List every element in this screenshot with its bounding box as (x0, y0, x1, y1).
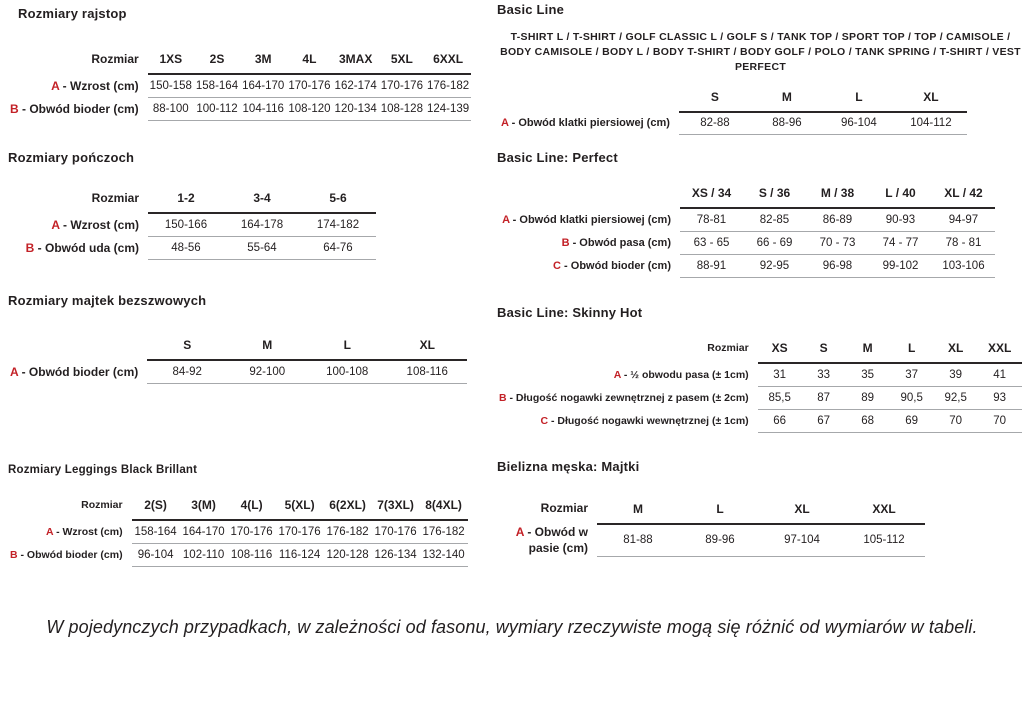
size-table (497, 184, 995, 278)
row-letter: B (499, 391, 507, 404)
row-label: B - Obwód pasa (cm) (561, 236, 671, 249)
column-header: M (846, 339, 890, 363)
section-title: Rozmiary rajstop (18, 6, 127, 21)
left-column (8, 0, 476, 600)
column-header: XXL (843, 500, 925, 524)
column-header: M / 38 (806, 184, 869, 208)
table-row (8, 97, 471, 120)
corner-label: Rozmiar (540, 501, 588, 516)
footnote: W pojedynczych przypadkach, w zależności od fasonu, wymiary rzeczywiste mogą się różnić od wymiarów w tabeli. (46, 617, 978, 637)
table-row (8, 360, 467, 383)
column-header: 6(2XL) (324, 496, 372, 520)
cell-value: 70 - 73 (806, 231, 869, 254)
cell-value: 120-128 (324, 543, 372, 566)
header-row (8, 336, 467, 360)
column-header: XL / 42 (932, 184, 995, 208)
size-table (497, 339, 1022, 433)
table-row (8, 520, 468, 543)
size-section-basic (497, 2, 1024, 135)
header-row (8, 189, 376, 213)
cell-value: 105-112 (843, 524, 925, 556)
cell-value: 116-124 (276, 543, 324, 566)
column-header: 1XS (148, 50, 194, 74)
section-title: Rozmiary pończoch (8, 150, 135, 165)
cell-value: 70 (978, 409, 1022, 432)
right-column (497, 0, 1024, 600)
corner-label (499, 88, 679, 112)
corner-label: Rozmiar (91, 51, 139, 66)
section-title: Rozmiary Leggings Black Brillant (8, 464, 198, 476)
table-row (497, 231, 995, 254)
size-table (8, 50, 471, 121)
cell-value: 37 (890, 363, 934, 386)
header-row (501, 500, 925, 524)
header-row (499, 88, 967, 112)
row-label: A - Obwód bioder (cm) (10, 364, 139, 379)
column-header: L (890, 339, 934, 363)
size-section-ponczoch (8, 150, 476, 260)
table-row (497, 386, 1022, 409)
row-label: A - Obwód klatki piersiowej (cm) (501, 117, 670, 130)
cell-value: 108-116 (387, 360, 467, 383)
cell-value: 170-176 (372, 520, 420, 543)
row-label: B - Obwód uda (cm) (25, 240, 139, 255)
row-letter: B (10, 101, 19, 116)
column-header: 5(XL) (276, 496, 324, 520)
column-header: XL (387, 336, 467, 360)
row-label: C - Długość nogawki wewnętrznej (± 1cm) (540, 414, 749, 427)
table-row (8, 74, 471, 97)
cell-value: 66 (758, 409, 802, 432)
cell-value: 69 (890, 409, 934, 432)
cell-value: 84-92 (147, 360, 227, 383)
cell-value: 103-106 (932, 254, 995, 277)
section-title: Rozmiary majtek bezszwowych (8, 293, 207, 308)
cell-value: 88-91 (680, 254, 743, 277)
cell-value: 92-100 (227, 360, 307, 383)
column-header: 5-6 (300, 189, 376, 213)
cell-value: 41 (978, 363, 1022, 386)
cell-value: 67 (802, 409, 846, 432)
column-header: 2S (194, 50, 240, 74)
column-header: S (802, 339, 846, 363)
cell-value: 92,5 (934, 386, 978, 409)
column-header: 2(S) (132, 496, 180, 520)
row-label: A - Obwód w pasie (cm) (515, 525, 588, 556)
cell-value: 108-116 (228, 543, 276, 566)
cell-value: 94-97 (932, 208, 995, 231)
column-header: 6XXL (425, 50, 471, 74)
cell-value: 170-176 (286, 74, 332, 97)
column-header: XS / 34 (680, 184, 743, 208)
cell-value: 124-139 (425, 97, 471, 120)
cell-value: 85,5 (758, 386, 802, 409)
header-row (497, 184, 995, 208)
row-label: A - ½ obwodu pasa (± 1cm) (613, 368, 749, 381)
column-header: S (679, 88, 751, 112)
column-header: XXL (978, 339, 1022, 363)
header-row (8, 50, 471, 74)
section-title: Basic Line: Skinny Hot (497, 305, 643, 320)
table-row (8, 236, 376, 259)
table-row (499, 112, 967, 135)
column-header: XL (761, 500, 843, 524)
cell-value: 89-96 (679, 524, 761, 556)
cell-value: 158-164 (194, 74, 240, 97)
cell-value: 64-76 (300, 236, 376, 259)
row-label: A - Wzrost (cm) (45, 525, 123, 538)
cell-value: 100-112 (194, 97, 240, 120)
column-header: L (307, 336, 387, 360)
table-row (8, 213, 376, 236)
column-header: 8(4XL) (420, 496, 468, 520)
row-label: B - Obwód bioder (cm) (10, 101, 139, 116)
cell-value: 93 (978, 386, 1022, 409)
cell-value: 39 (934, 363, 978, 386)
cell-value: 82-88 (679, 112, 751, 135)
cell-value: 150-166 (148, 213, 224, 236)
cell-value: 120-134 (333, 97, 379, 120)
cell-value: 78 - 81 (932, 231, 995, 254)
cell-value: 88-100 (148, 97, 194, 120)
row-label: B - Obwód bioder (cm) (10, 548, 123, 561)
column-header: M (227, 336, 307, 360)
section-title: Basic Line (497, 2, 565, 17)
cell-value: 90-93 (869, 208, 932, 231)
cell-value: 126-134 (372, 543, 420, 566)
cell-value: 100-108 (307, 360, 387, 383)
corner-label (497, 184, 680, 208)
cell-value: 96-104 (132, 543, 180, 566)
column-header: L (679, 500, 761, 524)
cell-value: 102-110 (180, 543, 228, 566)
column-header: 5XL (379, 50, 425, 74)
cell-value: 68 (846, 409, 890, 432)
row-label: A - Wzrost (cm) (51, 217, 139, 232)
cell-value: 176-182 (420, 520, 468, 543)
header-row (8, 496, 468, 520)
column-header: XL (895, 88, 967, 112)
row-letter: A (613, 368, 621, 381)
cell-value: 78-81 (680, 208, 743, 231)
column-header: M (597, 500, 679, 524)
column-header: 3(M) (180, 496, 228, 520)
row-label: C - Obwód bioder (cm) (553, 259, 671, 272)
cell-value: 108-128 (379, 97, 425, 120)
cell-value: 92-95 (743, 254, 806, 277)
cell-value: 99-102 (869, 254, 932, 277)
cell-value: 97-104 (761, 524, 843, 556)
row-letter: C (553, 259, 561, 272)
cell-value: 170-176 (276, 520, 324, 543)
row-letter: A (45, 525, 54, 538)
column-header: L (823, 88, 895, 112)
cell-value: 66 - 69 (743, 231, 806, 254)
row-letter: A (502, 213, 510, 226)
column-header: 3-4 (224, 189, 300, 213)
table-row (497, 208, 995, 231)
cell-value: 96-104 (823, 112, 895, 135)
row-label: A - Obwód klatki piersiowej (cm) (502, 213, 671, 226)
cell-value: 132-140 (420, 543, 468, 566)
row-letter: A (51, 78, 60, 93)
size-table (499, 88, 967, 136)
column-header: M (751, 88, 823, 112)
size-section-perfect (497, 150, 1024, 278)
section-title: Basic Line: Perfect (497, 150, 618, 165)
cell-value: 164-170 (180, 520, 228, 543)
cell-value: 104-112 (895, 112, 967, 135)
cell-value: 48-56 (148, 236, 224, 259)
column-header: L / 40 (869, 184, 932, 208)
size-section-leggings (8, 464, 476, 567)
cell-value: 150-158 (148, 74, 194, 97)
table-row (497, 409, 1022, 432)
row-letter: A (10, 364, 19, 379)
table-row (8, 543, 468, 566)
cell-value: 90,5 (890, 386, 934, 409)
cell-value: 104-116 (240, 97, 286, 120)
size-section-majtki (497, 459, 1024, 557)
corner-label: Rozmiar (81, 498, 123, 511)
size-section-skinny (497, 305, 1024, 433)
cell-value: 55-64 (224, 236, 300, 259)
cell-value: 33 (802, 363, 846, 386)
cell-value: 158-164 (132, 520, 180, 543)
cell-value: 63 - 65 (680, 231, 743, 254)
cell-value: 96-98 (806, 254, 869, 277)
column-header: 4(L) (228, 496, 276, 520)
corner-label: Rozmiar (707, 341, 749, 354)
row-label: B - Długość nogawki zewnętrznej z pasem (± 2cm) (499, 391, 749, 404)
size-section-majtek (8, 293, 476, 384)
cell-value: 162-174 (333, 74, 379, 97)
column-header: 7(3XL) (372, 496, 420, 520)
cell-value: 176-182 (324, 520, 372, 543)
table-row (497, 254, 995, 277)
column-header: S / 36 (743, 184, 806, 208)
table-row (497, 363, 1022, 386)
column-header: XS (758, 339, 802, 363)
size-table (8, 496, 468, 567)
row-label: A - Wzrost (cm) (51, 78, 139, 93)
section-title: Bielizna męska: Majtki (497, 459, 640, 474)
column-header: 1-2 (148, 189, 224, 213)
cell-value: 82-85 (743, 208, 806, 231)
cell-value: 74 - 77 (869, 231, 932, 254)
cell-value: 176-182 (425, 74, 471, 97)
column-header: S (147, 336, 227, 360)
cell-value: 35 (846, 363, 890, 386)
cell-value: 108-120 (286, 97, 332, 120)
cell-value: 87 (802, 386, 846, 409)
cell-value: 81-88 (597, 524, 679, 556)
cell-value: 174-182 (300, 213, 376, 236)
row-letter: A (501, 117, 509, 130)
column-header: 3MAX (333, 50, 379, 74)
cell-value: 164-170 (240, 74, 286, 97)
cell-value: 86-89 (806, 208, 869, 231)
cell-value: 164-178 (224, 213, 300, 236)
row-letter: A (51, 217, 60, 232)
size-table (501, 500, 925, 557)
column-header: 3M (240, 50, 286, 74)
cell-value: 31 (758, 363, 802, 386)
column-header: XL (934, 339, 978, 363)
row-letter: B (25, 240, 35, 255)
size-table (8, 189, 376, 260)
size-table (8, 336, 467, 384)
cell-value: 88-96 (751, 112, 823, 135)
size-section-rajstop (8, 6, 476, 121)
row-letter: B (561, 236, 570, 249)
corner-label: Rozmiar (91, 190, 139, 205)
cell-value: 70 (934, 409, 978, 432)
row-letter: C (540, 414, 549, 427)
cell-value: 170-176 (379, 74, 425, 97)
cell-value: 170-176 (228, 520, 276, 543)
table-row (501, 524, 925, 556)
product-list: T-SHIRT L / T-SHIRT / GOLF CLASSIC L / GOLF S / TANK TOP / SPORT TOP / TOP / CAMISOLE / BODY CAMISOLE / BODY L / BODY T-SHIRT / BODY GOLF / POLO / TANK SPRING / T-SHIRT / VEST PERFECT (500, 31, 1021, 74)
row-letter: B (10, 548, 18, 561)
column-header: 4L (286, 50, 332, 74)
cell-value: 89 (846, 386, 890, 409)
header-row (497, 339, 1022, 363)
row-letter: A (515, 525, 524, 539)
corner-label (8, 336, 147, 360)
